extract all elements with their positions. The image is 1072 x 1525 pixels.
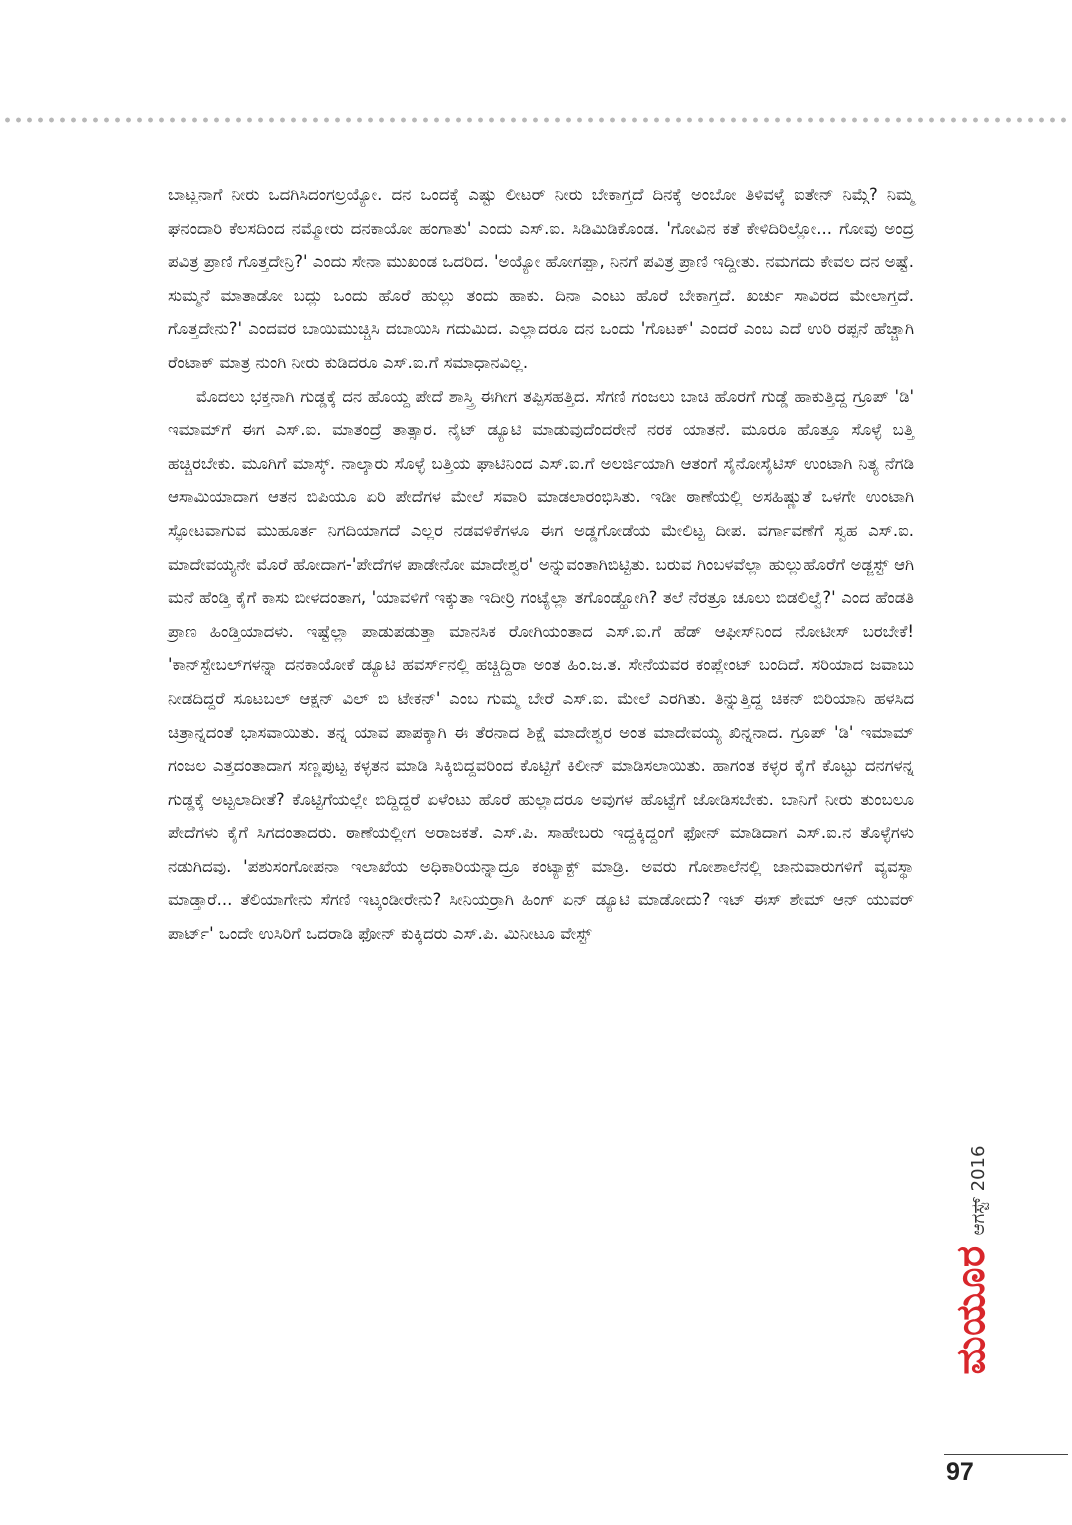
article-paragraph: ಮೊದಲು ಭಕ್ತನಾಗಿ ಗುಡ್ಡಕ್ಕೆ ದನ ಹೊಯ್ದ ಪೇದೆ ಶಾಸ್ತ್ರಿ ಈಗೀಗ ತಪ್ಪಿಸಹತ್ತಿದ. ಸೆಗಣಿ ಗಂಜಲು ಬಾಚಿ ಹೊರಗೆ ಗುಡ್ಡೆ ಹಾಕುತ್ತಿದ್ದ ಗ್ರೂಪ್ 'ಡಿ' ಇಮಾಮ್‌ಗೆ ಈಗ ಎಸ್.ಐ. ಮಾತಂದ್ರೆ ತಾತ್ಸಾರ. ನೈಟ್ ಡ್ಯೂಟಿ ಮಾಡುವುದೆಂದರೇನೆ ನರಕ ಯಾತನೆ. ಮೂರೂ ಹೊತ್ತೂ ಸೊಳ್ಳೆ ಬತ್ತಿ ಹಚ್ಚಿರಬೇಕು. ಮೂಗಿಗೆ ಮಾಸ್ಕ್. ನಾಲ್ಕಾರು ಸೊಳ್ಳೆ ಬತ್ತಿಯ ಘಾಟಿನಿಂದ ಎಸ್.ಐ.ಗೆ ಅಲರ್ಜಿಯಾಗಿ ಆತಂಗೆ ಸೈನೋಸೈಟಿಸ್ ಉಂಟಾಗಿ ನಿತ್ಯ ನೆಗಡಿ ಆಸಾಮಿಯಾದಾಗ ಆತನ ಬಿಪಿಯೂ ಏರಿ ಪೇದೆಗಳ ಮೇಲೆ ಸವಾರಿ ಮಾಡಲಾರಂಭಿಸಿತು. ಇಡೀ ಠಾಣೆಯಲ್ಲಿ ಅಸಹಿಷ್ಣುತೆ ಒಳಗೇ ಉಂಟಾಗಿ ಸ್ಫೋಟವಾಗುವ ಮುಹೂರ್ತ ನಿಗದಿಯಾಗದೆ ಎಲ್ಲರ ನಡವಳಿಕೆಗಳೂ ಈಗ ಅಡ್ಡಗೋಡೆಯ ಮೇಲಿಟ್ಟ ದೀಪ. ವರ್ಗಾವಣೆಗೆ ಸ್ವಹ ಎಸ್.ಐ. ಮಾದೇವಯ್ಯನೇ ಮೊರೆ ಹೋದಾಗ-'ಪೇದೆಗಳ ಪಾಡೇನೋ ಮಾದೇಶ್ವರ' ಅನ್ನುವಂತಾಗಿಬಿಟ್ಟಿತು. ಬರುವ ಗಿಂಬಳವೆಲ್ಲಾ ಹುಲ್ಲುಹೊರೆಗೆ ಅಡ್ಜಸ್ಟ್ ಆಗಿ ಮನೆ ಹೆಂಡ್ತಿ ಕೈಗೆ ಕಾಸು ಬೀಳದಂತಾಗ, 'ಯಾವಳಿಗೆ ಇಕ್ಕುತಾ ಇದೀರ್ರಿ ಗಂಟ್ಯೆಲ್ಲಾ ತಗೊಂಡ್ಹೋಗಿ? ತಲೆ ನೆರತ್ರೂ ಚೂಲು ಬಿಡಲಿಲ್ವೆ?' ಎಂದ ಹೆಂಡತಿ ಪ್ರಾಣ ಹಿಂಡ್ತಿಯಾದಳು. ಇಷ್ಟೆಲ್ಲಾ ಪಾಡುಪಡುತ್ತಾ ಮಾನಸಿಕ ರೋಗಿಯಂತಾದ ಎಸ್.ಐ.ಗೆ ಹೆಡ್ ಆಫೀಸ್‌ನಿಂದ ನೋಟೀಸ್ ಬರಬೇಕೆ! 'ಕಾನ್‌ಸ್ಟೇಬಲ್‌ಗಳನ್ನಾ ದನಕಾಯೋಕೆ ಡ್ಯೂಟಿ ಹವರ್ಸ್‌ನಲ್ಲಿ ಹಚ್ಚಿದ್ದಿರಾ ಅಂತ ಹಿಂ.ಜ.ತ. ಸೇನೆಯವರ ಕಂಪ್ಲೇಂಟ್ ಬಂದಿದೆ. ಸರಿಯಾದ ಜವಾಬು ನೀಡದಿದ್ದರೆ ಸೂಟಬಲ್ ಆಕ್ಷನ್ ವಿಲ್ ಬಿ ಟೇಕನ್' ಎಂಬ ಗುಮ್ಮ ಬೇರೆ ಎಸ್.ಐ. ಮೇಲೆ ಎರಗಿತು. ತಿನ್ನುತ್ತಿದ್ದ ಚಿಕನ್ ಬಿರಿಯಾನಿ ಹಳಸಿದ ಚಿತ್ರಾನ್ನದಂತೆ ಭಾಸವಾಯಿತು. ತನ್ನ ಯಾವ ಪಾಪಕ್ಕಾಗಿ ಈ ತೆರನಾದ ಶಿಕ್ಷೆ ಮಾದೇಶ್ವರ ಅಂತ ಮಾದೇವಯ್ಯ ಖಿನ್ನನಾದ. ಗ್ರೂಪ್ 'ಡಿ' ಇಮಾಮ್ ಗಂಜಲ ಎತ್ತದಂತಾದಾಗ ಸಣ್ಣಪುಟ್ಟ ಕಳ್ಳತನ ಮಾಡಿ ಸಿಕ್ಕಿಬಿದ್ದವರಿಂದ ಕೊಟ್ಟಿಗೆ ಕಿಲೀನ್ ಮಾಡಿಸಲಾಯಿತು. ಹಾಗಂತ ಕಳ್ಳರ ಕೈಗೆ ಕೊಟ್ಟು ದನಗಳನ್ನ ಗುಡ್ಡಕ್ಕೆ ಅಟ್ಟಲಾದೀತೆ? ಕೊಟ್ಟಿಗೆಯಲ್ಲೇ ಬಿದ್ದಿದ್ದರೆ ಏಳೆಂಟು ಹೊರೆ ಹುಲ್ಲಾದರೂ ಅವುಗಳ ಹೊಟ್ಟೆಗೆ ಜೋಡಿಸಬೇಕು. ಬಾನಿಗೆ ನೀರು ತುಂಬಲೂ ಪೇದೆಗಳು ಕೈಗೆ ಸಿಗದಂತಾದರು. ಠಾಣೆಯಲ್ಲೀಗ ಅರಾಜಕತೆ. ಎಸ್.ಪಿ. ಸಾಹೇಬರು ಇದ್ದಕ್ಕಿದ್ದಂಗೆ ಫೋನ್ ಮಾಡಿದಾಗ ಎಸ್.ಐ.ನ ತೊಳ್ಳೆಗಳು ನಡುಗಿದವು. 'ಪಶುಸಂಗೋಪನಾ ಇಲಾಖೆಯ ಅಧಿಕಾರಿಯನ್ನಾದ್ರೂ ಕಂಟ್ಯಾಕ್ಟ್ ಮಾಡ್ರಿ. ಅವರು ಗೋಶಾಲೆನಲ್ಲಿ ಜಾನುವಾರುಗಳಿಗೆ ವ್ಯವಸ್ಥಾ ಮಾಡ್ತಾರೆ... ತೆಲಿಯಾಗೇನು ಸೆಗಣಿ ಇಟ್ಕಂಡೀರೇನು? ಸೀನಿಯರ್ರಾಗಿ ಹಿಂಗ್ ಏನ್ ಡ್ಯೂಟಿ ಮಾಡೋದು? ಇಟ್ ಈಸ್ ಶೇಮ್ ಆನ್ ಯುವರ್ ಪಾರ್ಟ್' ಒಂದೇ ಉಸಿರಿಗೆ ಒದರಾಡಿ ಫೋನ್ ಕುಕ್ಕಿದರು ಎಸ್.ಪಿ. ಮಿನೀಟೂ ವೇಸ್ಟ್ bbox=[168, 386, 914, 944]
issue-date: ಆಗಸ್ಟ್ 2016 bbox=[968, 1145, 989, 1236]
dotted-header-rule bbox=[0, 116, 1072, 124]
magazine-name: ಮಯೂರ bbox=[948, 1245, 994, 1375]
article-paragraph: ಬಾಟ್ಲನಾಗೆ ನೀರು ಒದಗಿಸಿದಂಗಲ್ರಯ್ಯೋ. ದನ ಒಂದಕ್ಕೆ ಎಷ್ಟು ಲೀಟರ್ ನೀರು ಬೇಕಾಗ್ತದೆ ದಿನಕ್ಕೆ ಅಂಬೋ ತಿಳಿವಳ್ಕೆ ಐತೇನ್ ನಿಮ್ಗೆ? ನಿಮ್ಮ ಘನಂದಾರಿ ಕೆಲಸದಿಂದ ನಮ್ಮೋರು ದನಕಾಯೋ ಹಂಗಾತು' ಎಂದು ಎಸ್.ಐ. ಸಿಡಿಮಿಡಿಕೊಂಡ. 'ಗೋವಿನ ಕತೆ ಕೇಳಿದಿರಿಲ್ಲೋ... ಗೋವು ಅಂದ್ರ ಪವಿತ್ರ ಪ್ರಾಣಿ ಗೊತ್ತದೇನ್ರಿ?' ಎಂದು ಸೇನಾ ಮುಖಂಡ ಒದರಿದ. 'ಅಯ್ಯೋ ಹೋಗಪ್ಪಾ, ನಿನಗೆ ಪವಿತ್ರ ಪ್ರಾಣಿ ಇದ್ದೀತು. ನಮಗದು ಕೇವಲ ದನ ಅಷ್ಟೆ. ಸುಮ್ಮನೆ ಮಾತಾಡೋ ಬದ್ಲು ಒಂದು ಹೊರೆ ಹುಲ್ಲು ತಂದು ಹಾಕು. ದಿನಾ ಎಂಟು ಹೊರೆ ಬೇಕಾಗ್ತದೆ. ಖರ್ಚು ಸಾವಿರದ ಮೇಲಾಗ್ತದೆ. ಗೊತ್ತದೇನು?' ಎಂದವರ ಬಾಯಿಮುಚ್ಚಿಸಿ ದಬಾಯಿಸಿ ಗದುಮಿದ. ಎಲ್ಲಾದರೂ ದನ ಒಂದು 'ಗೊಟಕ್' ಎಂದರೆ ಎಂಬ ಎದೆ ಉರಿ ರಪ್ಪನೆ ಹೆಚ್ಚಾಗಿ ರೆಂಟಾಕ್ ಮಾತ್ರ ನುಂಗಿ ನೀರು ಕುಡಿದರೂ ಎಸ್.ಐ.ಗೆ ಸಮಾಧಾನವಿಲ್ಲ. bbox=[168, 185, 914, 372]
side-masthead bbox=[948, 1120, 994, 1400]
folio-divider bbox=[944, 1454, 1068, 1455]
article-body bbox=[168, 178, 914, 951]
page-number: 97 bbox=[946, 1458, 974, 1486]
